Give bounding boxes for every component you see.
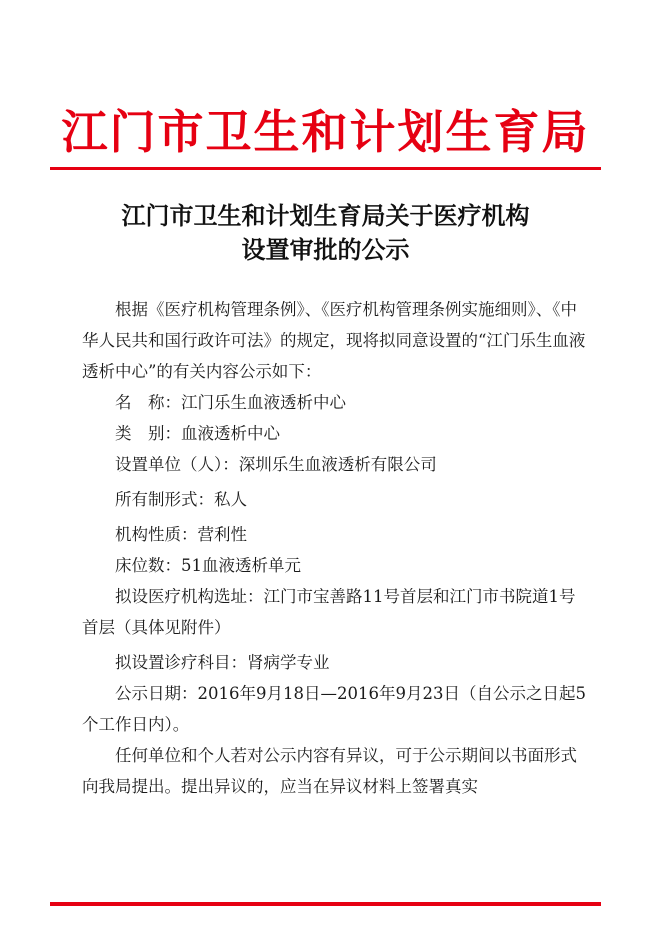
field-nature-value: 营利性 (197, 525, 247, 544)
field-name (82, 387, 587, 418)
field-nature (82, 519, 587, 550)
field-unit (82, 449, 587, 480)
document-body (82, 294, 587, 802)
field-ownership (82, 484, 587, 515)
intro-paragraph: 根据《医疗机构管理条例》、《医疗机构管理条例实施细则》、《中华人民共和国行政许可法》的规定，现将拟同意设置的“江门乐生血液透析中心”的有关内容公示如下： (82, 300, 586, 381)
field-beds-value: 51血液透析单元 (181, 556, 301, 575)
field-unit-label: 设置单位（人）： (115, 455, 239, 474)
footer-rule (50, 902, 601, 906)
closing-paragraph: 任何单位和个人若对公示内容有异议，可于公示期间以书面形式向我局提出。提出异议的，应当在异议材料上签署真实 (82, 746, 577, 796)
field-name-value: 江门乐生血液透析中心 (181, 393, 346, 412)
title-line-1: 江门市卫生和计划生育局关于医疗机构 (121, 201, 530, 230)
field-ownership-label: 所有制形式： (115, 490, 214, 509)
title-line-2: 设置审批的公示 (241, 235, 410, 264)
field-dept-value: 肾病学专业 (247, 653, 330, 672)
field-nature-label: 机构性质： (115, 525, 198, 544)
field-address-value: 江门市宝善路11号首层和江门市书院道1号首层（具体见附件） (82, 587, 576, 637)
field-date-label: 公示日期： (115, 684, 198, 703)
field-date (82, 678, 587, 740)
field-category-label: 类 别： (115, 424, 181, 443)
field-ownership-value: 私人 (214, 490, 247, 509)
field-address (82, 581, 587, 643)
field-category (82, 418, 587, 449)
letterhead-rule (50, 167, 601, 170)
letterhead: 江门市卫生和计划生育局 (61, 105, 590, 159)
document-title (0, 199, 651, 267)
field-date-value: 2016年9月18日—2016年9月23日（自公示之日起5个工作日内）。 (82, 684, 586, 734)
field-unit-value: 深圳乐生血液透析有限公司 (238, 455, 437, 474)
field-address-label: 拟设医疗机构选址： (115, 587, 264, 606)
field-dept-label: 拟设置诊疗科目： (115, 653, 247, 672)
field-beds-label: 床位数： (115, 556, 181, 575)
field-name-label: 名 称： (115, 393, 181, 412)
field-category-value: 血液透析中心 (181, 424, 280, 443)
field-dept (82, 647, 587, 678)
field-beds (82, 550, 587, 581)
